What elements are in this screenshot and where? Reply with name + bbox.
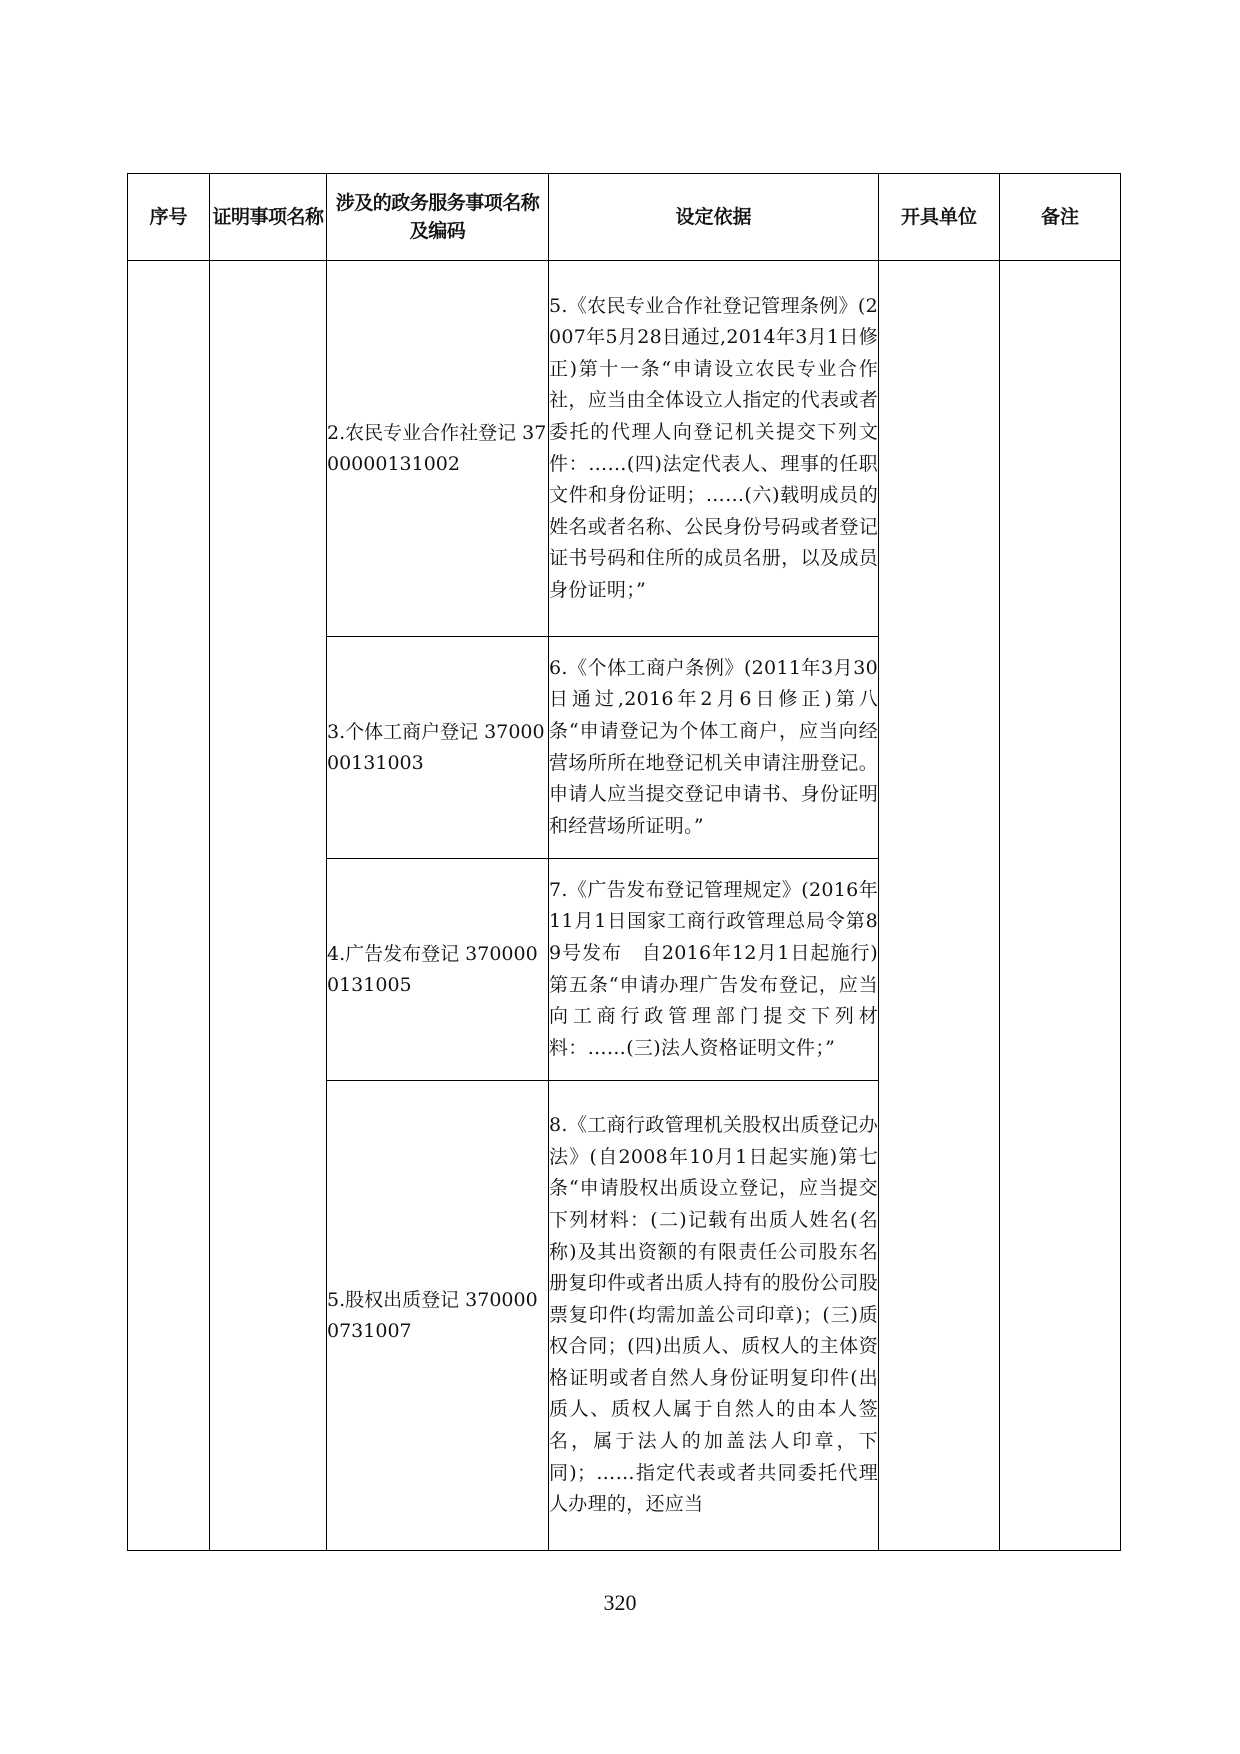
seq-cell [128, 261, 210, 1551]
header-remarks: 备注 [1000, 174, 1121, 261]
remarks-cell [1000, 261, 1121, 1551]
basis-cell: 7.《广告发布登记管理规定》(2016年11月1日国家工商行政管理总局令第89号发布 自2016年12月1日起施行)第五条“申请办理广告发布登记，应当向工商行政管理部门提交下列材料：……(三)法人资格证明文件；” [549, 859, 879, 1081]
header-services: 涉及的政务服务事项名称及编码 [327, 174, 549, 261]
service-cell: 5.股权出质登记 3700000731007 [327, 1081, 549, 1551]
issuer-cell [879, 261, 1000, 1551]
header-seq: 序号 [128, 174, 210, 261]
service-cell: 2.农民专业合作社登记 3700000131002 [327, 261, 549, 637]
header-item-name: 证明事项名称 [210, 174, 327, 261]
basis-cell: 6.《个体工商户条例》(2011年3月30日通过,2016年2月6日修正)第八条“申请登记为个体工商户，应当向经营场所所在地登记机关申请注册登记。申请人应当提交登记申请书、身份证明和经营场所证明。” [549, 637, 879, 859]
page-number: 320 [603, 1590, 637, 1615]
service-cell: 3.个体工商户登记 3700000131003 [327, 637, 549, 859]
certification-table [127, 173, 1121, 1551]
item-name-cell [210, 261, 327, 1551]
header-issuer: 开具单位 [879, 174, 1000, 261]
table-body [128, 261, 1121, 1551]
header-basis: 设定依据 [549, 174, 879, 261]
service-cell: 4.广告发布登记 3700000131005 [327, 859, 549, 1081]
table-header [128, 174, 1121, 261]
table-row [128, 261, 1121, 637]
basis-cell: 8.《工商行政管理机关股权出质登记办法》(自2008年10月1日起实施)第七条“申请股权出质设立登记，应当提交下列材料：(二)记载有出质人姓名(名称)及其出资额的有限责任公司股东名册复印件或者出质人持有的股份公司股票复印件(均需加盖公司印章)；(三)质权合同；(四)出质人、质权人的主体资格证明或者自然人身份证明复印件(出质人、质权人属于自然人的由本人签名，属于法人的加盖法人印章，下同)；……指定代表或者共同委托代理人办理的，还应当 [549, 1081, 879, 1551]
basis-cell: 5.《农民专业合作社登记管理条例》(2007年5月28日通过,2014年3月1日修正)第十一条“申请设立农民专业合作社，应当由全体设立人指定的代表或者委托的代理人向登记机关提交下列文件：……(四)法定代表人、理事的任职文件和身份证明；……(六)载明成员的姓名或者名称、公民身份号码或者登记证书号码和住所的成员名册，以及成员身份证明；” [549, 261, 879, 637]
